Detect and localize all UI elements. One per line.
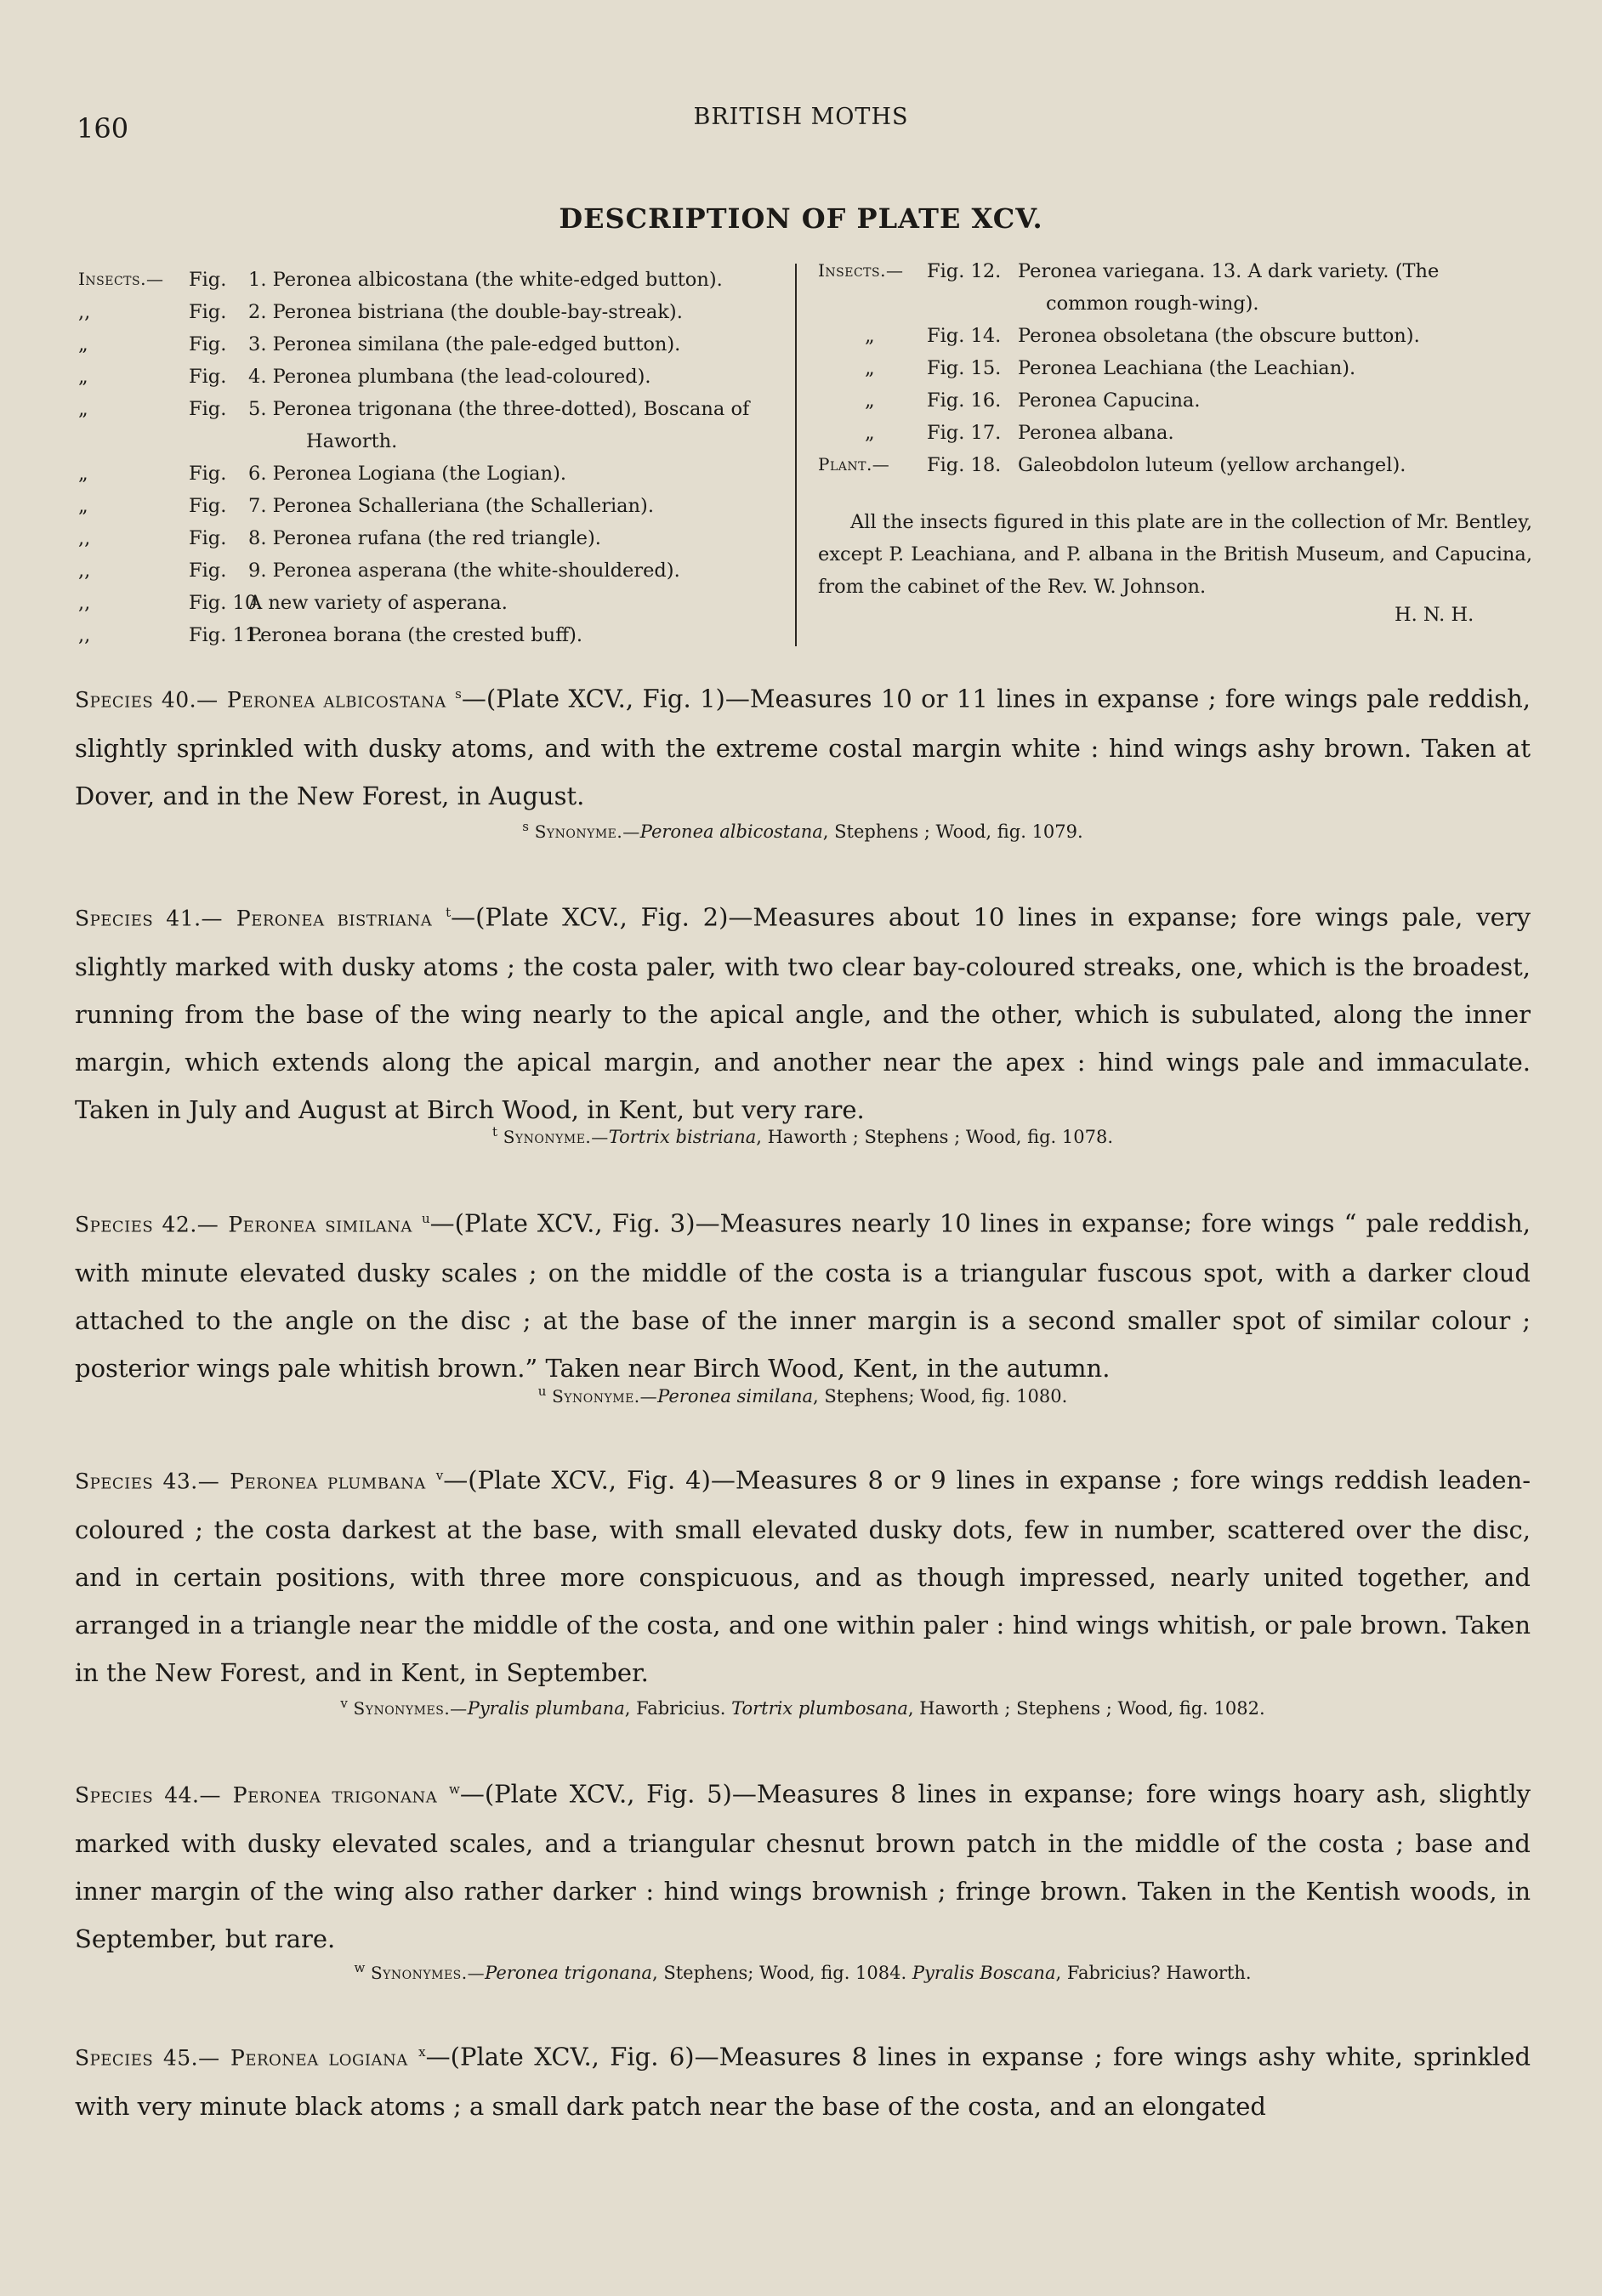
figure-entry-number: Fig. 18.: [927, 454, 1002, 476]
figure-entry: [818, 255, 1532, 287]
footnote-marker: v: [340, 1696, 348, 1711]
figure-list-right: [818, 255, 1532, 481]
footnote-text: , Fabricius? Haworth.: [1055, 1963, 1252, 1983]
figure-entry-number: Fig. 14.: [927, 325, 1002, 347]
footnote-marker: w: [448, 1782, 460, 1797]
footnote-marker: w: [354, 1960, 366, 1975]
figure-entry: [78, 490, 792, 522]
species-body: —(Plate XCV., Fig. 3)—Measures nearly 10 lines in expanse; fore wings “ pale reddish, with minute elevated dusky scales ; on the middle of the costa is a triangular fuscous spot, with a darker cloud attached to the angle on the disc ; at the base of the inner margin is a second smaller spot of similar colour ; posterior wings pale whitish brown.” Taken near Birch Wood, Kent, in the autumn.: [75, 1208, 1531, 1383]
figure-entry-number: Fig. 10.: [189, 592, 264, 614]
figure-list-left: [78, 264, 792, 651]
figure-entry-text: 5. Peronea trigonana (the three-dotted), Boscana of: [248, 398, 750, 420]
figure-entry-text: Peronea obsoletana (the obscure button).: [1018, 325, 1420, 347]
figure-entry-prefix: ,,: [78, 560, 91, 582]
footnote: [75, 1696, 1531, 1719]
figure-entry-prefix: ,,: [78, 624, 91, 646]
figure-entry-text: 3. Peronea similana (the pale-edged button).: [248, 333, 681, 355]
footnote-marker: t: [491, 1124, 498, 1139]
species-paragraph: [75, 2028, 1531, 2130]
signature: H. N. H.: [1395, 604, 1474, 626]
figure-entry: [78, 457, 792, 490]
figure-entry-text: common rough-wing).: [1046, 293, 1259, 315]
species-paragraph: [75, 1765, 1531, 1963]
species-label: Species 40.—: [75, 687, 219, 713]
footnote-marker: u: [421, 1211, 430, 1226]
species-name: Peronea bistriana: [236, 906, 433, 931]
species-paragraph: [75, 670, 1531, 820]
species-label: Species 45.—: [75, 2045, 220, 2071]
species-body: —(Plate XCV., Fig. 6)—Measures 8 lines in expanse ; fore wings ashy white, sprinkled with very minute black atoms ; a small dark patch near the base of the costa, and an elongated: [75, 2042, 1531, 2121]
species-name: Peronea similana: [228, 1212, 412, 1237]
footnote-text: , Haworth ; Stephens ; Wood, fig. 1078.: [756, 1127, 1114, 1147]
species-name: Peronea albicostana: [227, 687, 446, 713]
species-text: [75, 1195, 1531, 1392]
footnote-label: Synonyme.—: [503, 1127, 609, 1147]
figure-entry-number: Fig.: [189, 560, 227, 582]
footnote-label: Synonymes.—: [353, 1698, 468, 1719]
figure-entry-number: Fig.: [189, 269, 227, 291]
figure-entry-text: 7. Peronea Schalleriana (the Schallerian).: [248, 495, 654, 517]
figure-entry: [78, 361, 792, 393]
species-name: Peronea logiana: [230, 2045, 408, 2071]
figure-entry-number: Fig.: [189, 527, 227, 549]
figure-entry-number: Fig.: [189, 463, 227, 485]
footnote-text: , Stephens; Wood, fig. 1084.: [651, 1963, 912, 1983]
footnote-text: , Haworth ; Stephens ; Wood, fig. 1082.: [907, 1698, 1265, 1719]
footnote-text: Pyralis plumbana: [467, 1698, 625, 1719]
footnote-text: Tortrix bistriana: [608, 1127, 757, 1147]
figure-entry: [78, 328, 792, 361]
footnote: [75, 1124, 1531, 1147]
footnote: [75, 1960, 1531, 1983]
species-name: Peronea plumbana: [230, 1469, 426, 1494]
footnote: [75, 1384, 1531, 1407]
species-body: —(Plate XCV., Fig. 1)—Measures 10 or 11 lines in expanse ; fore wings pale reddish, slightly sprinkled with dusky atoms, and with the extreme costal margin white : hind wings ashy brown. Taken at Dover, and in the New Forest, in August.: [75, 684, 1531, 810]
figure-entry: [78, 522, 792, 554]
species-name: Peronea trigonana: [232, 1782, 438, 1808]
figure-entry-text: 8. Peronea rufana (the red triangle).: [248, 527, 601, 549]
figure-entry-number: Fig. 11.: [189, 624, 264, 646]
species-label: Species 43.—: [75, 1469, 220, 1494]
footnote-marker: s: [522, 819, 529, 834]
footnote-text: , Stephens ; Wood, fig. 1079.: [822, 821, 1083, 842]
figure-entry-number: Fig.: [189, 333, 227, 355]
figure-entry-prefix: „: [865, 389, 875, 412]
figure-entry-prefix: „: [865, 325, 875, 347]
footnote-label: Synonyme.—: [552, 1386, 658, 1407]
footnote: [75, 819, 1531, 842]
footnote-text: , Fabricius.: [624, 1698, 732, 1719]
figure-entry: [818, 384, 1532, 417]
figure-entry: [818, 417, 1532, 449]
figure-entry-prefix: ,,: [78, 527, 91, 549]
footnote-text: Pyralis Boscana: [912, 1963, 1056, 1983]
species-text: [75, 1765, 1531, 1963]
species-label: Species 42.—: [75, 1212, 219, 1237]
figure-entry-prefix: ,,: [78, 592, 91, 614]
footnote-marker: t: [446, 905, 452, 920]
figure-entry-text: 2. Peronea bistriana (the double-bay-streak).: [248, 301, 683, 323]
footnote-text: Peronea albicostana: [639, 821, 823, 842]
figure-entry-text: Peronea borana (the crested buff).: [248, 624, 583, 646]
species-label: Species 41.—: [75, 906, 224, 931]
footnote-text: Tortrix plumbosana: [731, 1698, 908, 1719]
footnote-label: Synonyme.—: [534, 821, 640, 842]
figure-entry-number: Fig. 12.: [927, 260, 1002, 282]
figure-entry: [78, 425, 792, 457]
figure-entry: [818, 287, 1532, 320]
footnote-text: Peronea similana: [657, 1386, 814, 1407]
footnote-label: Synonymes.—: [370, 1963, 486, 1983]
running-head: BRITISH MOTHS: [693, 104, 909, 130]
figure-entry-number: Fig.: [189, 301, 227, 323]
column-divider: [795, 264, 797, 646]
figure-entry: [78, 554, 792, 587]
species-body: —(Plate XCV., Fig. 5)—Measures 8 lines in expanse; fore wings hoary ash, slightly marked with dusky elevated scales, and a triangular chesnut brown patch in the middle of the costa ; base and inner margin of the wing also rather darker : hind wings brownish ; fringe brown. Taken in the Kentish woods, in September, but rare.: [75, 1779, 1531, 1953]
figure-entry-text: Galeobdolon luteum (yellow archangel).: [1018, 454, 1406, 476]
figure-entry-text: Haworth.: [306, 430, 398, 452]
collection-note: [818, 506, 1532, 603]
figure-entry: [78, 393, 792, 425]
footnote-marker: s: [455, 686, 462, 702]
footnote-marker: u: [537, 1384, 547, 1399]
figure-entry-text: Peronea albana.: [1018, 422, 1174, 444]
figure-entry-prefix: „: [78, 333, 88, 355]
figure-entry: [78, 587, 792, 619]
figure-entry-prefix: „: [865, 422, 875, 444]
figure-entry-prefix: „: [78, 398, 88, 420]
collection-note-text: All the insects figured in this plate are in the collection of Mr. Bentley, except P. Leachiana, and P. albana in the British Museum, and Capucina, from the cabinet of the Rev. W. Johnson.: [818, 511, 1532, 598]
figure-entry-text: Peronea Leachiana (the Leachian).: [1018, 357, 1356, 379]
figure-entry: [818, 449, 1532, 481]
figure-entry-text: Peronea Capucina.: [1018, 389, 1201, 412]
figure-entry-prefix: „: [78, 366, 88, 388]
figure-entry-number: Fig. 17.: [927, 422, 1002, 444]
species-paragraph: [75, 1195, 1531, 1392]
figure-entry: [78, 264, 792, 296]
footnote-text: , Stephens; Wood, fig. 1080.: [813, 1386, 1068, 1407]
figure-entry: [78, 619, 792, 651]
figure-entry-number: Fig.: [189, 366, 227, 388]
figure-entry: [78, 296, 792, 328]
species-label: Species 44.—: [75, 1782, 221, 1808]
figure-entry-text: 6. Peronea Logiana (the Logian).: [248, 463, 566, 485]
figure-entry-text: 1. Peronea albicostana (the white-edged button).: [248, 269, 723, 291]
page-number: 160: [77, 112, 129, 145]
figure-entry-prefix: Insects.—: [78, 269, 164, 289]
figure-entry-number: Fig. 16.: [927, 389, 1002, 412]
species-paragraph: [75, 1452, 1531, 1696]
figure-entry-text: Peronea variegana. 13. A dark variety. (The: [1018, 260, 1440, 282]
footnote-marker: x: [418, 2044, 426, 2060]
species-text: [75, 889, 1531, 1134]
figure-entry-number: Fig.: [189, 398, 227, 420]
footnote-marker: v: [435, 1468, 444, 1483]
figure-entry-prefix: Insects.—: [818, 260, 904, 281]
figure-entry-prefix: Plant.—: [818, 454, 890, 475]
figure-entry: [818, 320, 1532, 352]
footnote-text: Peronea trigonana: [485, 1963, 652, 1983]
figure-entry-prefix: „: [865, 357, 875, 379]
figure-entry-number: Fig.: [189, 495, 227, 517]
species-text: [75, 2028, 1531, 2130]
figure-entry-prefix: „: [78, 463, 88, 485]
species-text: [75, 670, 1531, 820]
figure-entry-prefix: ,,: [78, 301, 91, 323]
plate-title: DESCRIPTION OF PLATE XCV.: [559, 202, 1043, 235]
figure-entry-text: 4. Peronea plumbana (the lead-coloured).: [248, 366, 651, 388]
figure-entry-text: A new variety of asperana.: [248, 592, 508, 614]
figure-entry-prefix: „: [78, 495, 88, 517]
species-text: [75, 1452, 1531, 1696]
figure-entry: [818, 352, 1532, 384]
species-paragraph: [75, 889, 1531, 1134]
figure-entry-text: 9. Peronea asperana (the white-shouldered).: [248, 560, 680, 582]
figure-entry-number: Fig. 15.: [927, 357, 1002, 379]
species-body: —(Plate XCV., Fig. 4)—Measures 8 or 9 lines in expanse ; fore wings reddish leaden-coloured ; the costa darkest at the base, with small elevated dusky dots, few in number, scattered over the disc, and in certain positions, with three more conspicuous, and as though impressed, nearly united together, and arranged in a triangle near the middle of the costa, and one within paler : hind wings whitish, or pale brown. Taken in the New Forest, and in Kent, in September.: [75, 1465, 1531, 1687]
species-body: —(Plate XCV., Fig. 2)—Measures about 10 lines in expanse; fore wings pale, very slightly marked with dusky atoms ; the costa paler, with two clear bay-coloured streaks, one, which is the broadest, running from the base of the wing nearly to the apical angle, and the other, which is subulated, along the inner margin, which extends along the apical margin, and another near the apex : hind wings pale and immaculate. Taken in July and August at Birch Wood, in Kent, but very rare.: [75, 902, 1531, 1124]
